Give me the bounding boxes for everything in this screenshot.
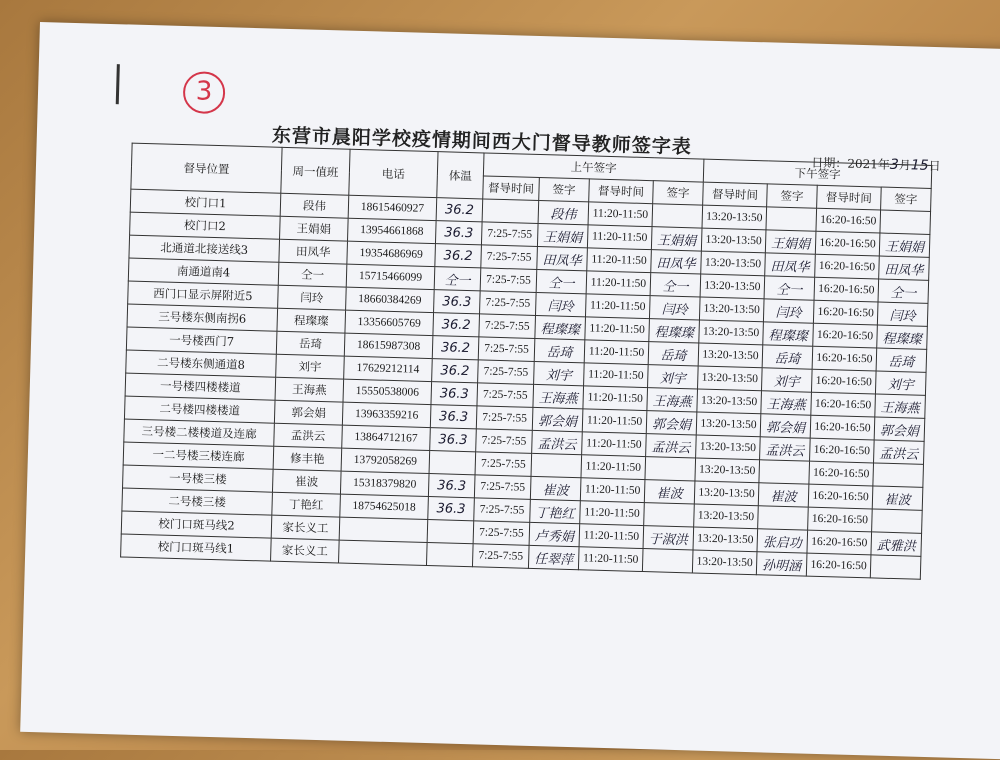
pm-signature-1-cell: 孟洪云: [760, 437, 811, 461]
pm-time-2-cell: 16:20-16:50: [813, 300, 878, 325]
temperature-cell: 仝一: [434, 267, 481, 291]
pm-signature-2-cell: [870, 555, 921, 579]
header-am-sig-1: 签字: [539, 178, 590, 202]
am-time-1-cell: [482, 199, 539, 224]
am-time-1-cell: 7:25-7:55: [478, 360, 535, 385]
duty-name-cell: 程璨璨: [277, 308, 346, 333]
am-time-1-cell: 7:25-7:55: [479, 314, 536, 339]
pm-signature-1-cell: 刘宇: [761, 368, 812, 392]
am-signature-1-cell: 崔波: [530, 476, 581, 500]
pm-time-2-cell: 16:20-16:50: [808, 507, 873, 532]
am-signature-1-cell: 段伟: [538, 200, 589, 224]
am-time-2-cell: 11:20-11:50: [580, 478, 645, 503]
am-signature-1-cell: 岳琦: [534, 338, 585, 362]
am-signature-2-cell: 郭会娟: [646, 411, 697, 435]
am-signature-1-cell: 刘宇: [534, 361, 585, 385]
phone-cell: 15715466099: [346, 264, 435, 289]
am-signature-2-cell: 刘宇: [648, 365, 699, 389]
pm-signature-1-cell: 孙明涵: [756, 552, 807, 576]
pm-time-1-cell: 13:20-13:50: [694, 504, 759, 529]
pm-signature-1-cell: 田凤华: [765, 253, 816, 277]
pm-signature-2-cell: 王娟娟: [879, 233, 930, 257]
temperature-cell: 36.3: [428, 474, 475, 498]
duty-name-cell: 郭会娟: [274, 400, 343, 425]
am-signature-1-cell: 郭会娟: [532, 407, 583, 431]
position-cell: 南通道南4: [128, 258, 279, 285]
am-time-2-cell: 11:20-11:50: [578, 547, 643, 572]
am-signature-2-cell: [644, 503, 695, 527]
pm-time-1-cell: 13:20-13:50: [701, 251, 766, 276]
phone-cell: 13864712167: [342, 425, 431, 450]
header-am-time-2: 督导时间: [589, 179, 654, 204]
pm-time-2-cell: 16:20-16:50: [808, 484, 873, 509]
duty-name-cell: 修丰艳: [273, 446, 342, 471]
am-signature-2-cell: 王海燕: [647, 388, 698, 412]
duty-name-cell: 田凤华: [279, 239, 348, 264]
temperature-cell: [427, 520, 474, 544]
am-signature-2-cell: 崔波: [644, 480, 695, 504]
am-time-2-cell: 11:20-11:50: [585, 294, 650, 319]
phone-cell: 17629212114: [344, 356, 433, 381]
pm-signature-1-cell: 仝一: [764, 276, 815, 300]
duty-name-cell: 段伟: [280, 193, 349, 218]
temperature-cell: 36.2: [432, 336, 479, 360]
am-time-2-cell: 11:20-11:50: [582, 432, 647, 457]
duty-name-cell: 闫玲: [278, 285, 347, 310]
am-signature-1-cell: 程璨璨: [535, 315, 586, 339]
phone-cell: 18754625018: [340, 494, 429, 519]
pm-time-1-cell: 13:20-13:50: [698, 366, 763, 391]
am-time-1-cell: 7:25-7:55: [476, 429, 533, 454]
phone-cell: 19354686969: [347, 241, 436, 266]
pm-signature-1-cell: 王娟娟: [765, 230, 816, 254]
temperature-cell: 36.3: [428, 497, 475, 521]
pm-time-1-cell: 13:20-13:50: [700, 274, 765, 299]
pm-signature-2-cell: 刘宇: [875, 371, 926, 395]
pm-time-2-cell: 16:20-16:50: [810, 415, 875, 440]
am-time-2-cell: 11:20-11:50: [587, 225, 652, 250]
position-cell: 二号楼东侧通道8: [126, 350, 277, 377]
am-time-1-cell: 7:25-7:55: [481, 245, 538, 270]
temperature-cell: 36.3: [434, 290, 481, 314]
am-signature-2-cell: 程璨璨: [649, 319, 700, 343]
pm-signature-1-cell: 程璨璨: [763, 322, 814, 346]
pm-signature-1-cell: 郭会娟: [760, 414, 811, 438]
pm-time-1-cell: 13:20-13:50: [699, 320, 764, 345]
pm-time-2-cell: 16:20-16:50: [813, 323, 878, 348]
duty-name-cell: 家长义工: [271, 515, 340, 540]
temperature-cell: 36.2: [436, 198, 483, 222]
phone-cell: 13792058269: [341, 448, 430, 473]
header-phone: 电话: [349, 149, 438, 197]
position-cell: 校门口斑马线1: [121, 534, 272, 561]
pm-time-1-cell: 13:20-13:50: [697, 389, 762, 414]
am-time-1-cell: 7:25-7:55: [480, 291, 537, 316]
phone-cell: [339, 540, 428, 565]
phone-cell: [339, 517, 428, 542]
am-time-1-cell: 7:25-7:55: [478, 337, 535, 362]
pm-time-1-cell: 13:20-13:50: [695, 458, 760, 483]
pm-time-1-cell: 13:20-13:50: [696, 435, 761, 460]
sign-in-table: [120, 143, 932, 580]
duty-name-cell: 刘宇: [276, 354, 345, 379]
position-cell: 一号楼三楼: [123, 465, 274, 492]
pm-signature-1-cell: [758, 506, 809, 530]
am-signature-2-cell: [652, 204, 703, 228]
pm-time-2-cell: 16:20-16:50: [809, 461, 874, 486]
position-cell: 一号楼四楼楼道: [125, 373, 276, 400]
date-label: 日期：2021年: [811, 155, 891, 172]
temperature-cell: 36.3: [431, 382, 478, 406]
am-signature-1-cell: 闫玲: [535, 292, 586, 316]
temperature-cell: 36.3: [430, 428, 477, 452]
duty-name-cell: 家长义工: [271, 538, 340, 563]
pm-signature-1-cell: 闫玲: [763, 299, 814, 323]
pm-time-2-cell: 16:20-16:50: [811, 369, 876, 394]
table-body: [121, 189, 931, 579]
pm-signature-2-cell: 闫玲: [877, 302, 928, 326]
pm-time-1-cell: 13:20-13:50: [696, 412, 761, 437]
am-time-1-cell: 7:25-7:55: [481, 222, 538, 247]
temperature-cell: 36.2: [433, 313, 480, 337]
header-afternoon-sign: 下午签字: [703, 159, 932, 188]
am-signature-2-cell: [645, 457, 696, 481]
pm-time-1-cell: 13:20-13:50: [693, 527, 758, 552]
am-signature-1-cell: 仝一: [536, 269, 587, 293]
temperature-cell: 36.2: [432, 359, 479, 383]
am-signature-1-cell: 卢秀娟: [529, 522, 580, 546]
pm-signature-2-cell: [872, 509, 923, 533]
header-position: 督导位置: [131, 143, 282, 193]
pm-time-2-cell: 16:20-16:50: [807, 530, 872, 555]
am-time-1-cell: 7:25-7:55: [472, 544, 529, 569]
temperature-cell: 36.3: [435, 221, 482, 245]
duty-name-cell: 崔波: [272, 469, 341, 494]
am-time-1-cell: 7:25-7:55: [474, 475, 531, 500]
am-signature-2-cell: 岳琦: [648, 342, 699, 366]
pm-time-2-cell: 16:20-16:50: [810, 438, 875, 463]
pm-signature-1-cell: 张启功: [757, 529, 808, 553]
pm-time-2-cell: 16:20-16:50: [806, 553, 871, 578]
date-day-suffix: 日: [928, 158, 941, 174]
pm-signature-2-cell: 岳琦: [876, 348, 927, 372]
pm-signature-2-cell: 仝一: [878, 279, 929, 303]
pm-signature-2-cell: [873, 463, 924, 487]
am-signature-1-cell: 任翠萍: [528, 545, 579, 569]
header-pm-sig-2: 签字: [881, 187, 932, 211]
pm-signature-2-cell: 崔波: [872, 486, 923, 510]
am-signature-2-cell: 孟洪云: [646, 434, 697, 458]
duty-name-cell: 丁艳红: [272, 492, 341, 517]
pm-signature-1-cell: 王海燕: [761, 391, 812, 415]
date-month-suffix: 月: [898, 158, 912, 173]
pm-time-2-cell: 16:20-16:50: [814, 277, 879, 302]
am-signature-2-cell: [642, 549, 693, 573]
am-time-1-cell: 7:25-7:55: [477, 383, 534, 408]
am-signature-1-cell: 丁艳红: [530, 499, 581, 523]
duty-name-cell: 王海燕: [275, 377, 344, 402]
pm-time-2-cell: 16:20-16:50: [815, 231, 880, 256]
temperature-cell: 36.2: [435, 244, 482, 268]
pm-signature-1-cell: 崔波: [758, 483, 809, 507]
am-time-2-cell: 11:20-11:50: [586, 271, 651, 296]
document-title: 东营市晨阳学校疫情期间西大门督导教师签字表: [271, 124, 693, 159]
phone-cell: 15318379820: [340, 471, 429, 496]
am-signature-1-cell: [531, 453, 582, 477]
binder-clip-mark: [116, 64, 120, 104]
am-time-1-cell: 7:25-7:55: [480, 268, 537, 293]
position-cell: 西门口显示屏附近5: [128, 281, 279, 308]
am-time-2-cell: 11:20-11:50: [585, 317, 650, 342]
pm-signature-1-cell: 岳琦: [762, 345, 813, 369]
pm-signature-2-cell: [880, 210, 931, 234]
header-pm-time-2: 督导时间: [817, 185, 882, 210]
header-am-sig-2: 签字: [653, 181, 704, 205]
paper-sheet: [20, 22, 1000, 760]
duty-name-cell: 仝一: [278, 262, 347, 287]
position-cell: 二号楼三楼: [122, 488, 273, 515]
header-morning-sign: 上午签字: [483, 153, 704, 182]
pm-time-1-cell: 13:20-13:50: [694, 481, 759, 506]
pm-signature-2-cell: 程璨璨: [877, 325, 928, 349]
am-time-1-cell: 7:25-7:55: [476, 406, 533, 431]
pm-time-1-cell: 13:20-13:50: [699, 297, 764, 322]
header-pm-sig-1: 签字: [767, 184, 818, 208]
am-signature-2-cell: 于淑洪: [643, 526, 694, 550]
pm-signature-2-cell: 孟洪云: [874, 440, 925, 464]
pm-signature-1-cell: [766, 207, 817, 231]
am-time-2-cell: 11:20-11:50: [581, 455, 646, 480]
header-temperature: 体温: [437, 152, 484, 199]
am-time-1-cell: 7:25-7:55: [474, 498, 531, 523]
position-cell: 一二号楼三楼连廊: [123, 442, 274, 469]
am-signature-1-cell: 王海燕: [533, 384, 584, 408]
position-cell: 三号楼东侧南拐6: [127, 304, 278, 331]
pm-time-1-cell: 13:20-13:50: [698, 343, 763, 368]
phone-cell: 18615460927: [348, 195, 437, 220]
position-cell: 校门口1: [130, 189, 281, 216]
am-time-2-cell: 11:20-11:50: [587, 248, 652, 273]
circled-page-number: 3: [183, 71, 226, 114]
am-signature-1-cell: 孟洪云: [532, 430, 583, 454]
pm-signature-2-cell: 郭会娟: [874, 417, 925, 441]
position-cell: 北通道北接送线3: [129, 235, 280, 262]
pm-signature-2-cell: 田凤华: [879, 256, 930, 280]
am-time-2-cell: 11:20-11:50: [580, 501, 645, 526]
am-time-1-cell: 7:25-7:55: [475, 452, 532, 477]
position-cell: 二号楼四楼楼道: [124, 396, 275, 423]
am-signature-1-cell: 王娟娟: [537, 223, 588, 247]
pm-signature-2-cell: 王海燕: [875, 394, 926, 418]
pm-signature-1-cell: [759, 460, 810, 484]
duty-name-cell: 王娟娟: [280, 216, 349, 241]
pm-time-1-cell: 13:20-13:50: [702, 205, 767, 230]
am-time-2-cell: 11:20-11:50: [582, 409, 647, 434]
phone-cell: 13356605769: [345, 310, 434, 335]
am-time-2-cell: 11:20-11:50: [584, 340, 649, 365]
phone-cell: 13963359216: [342, 402, 431, 427]
position-cell: 校门口斑马线2: [121, 511, 272, 538]
date-month: 3: [889, 156, 900, 174]
am-signature-2-cell: 仝一: [650, 273, 701, 297]
header-am-time-1: 督导时间: [483, 176, 540, 201]
temperature-cell: [426, 543, 473, 567]
pm-signature-2-cell: 武雅洪: [871, 532, 922, 556]
pm-time-1-cell: 13:20-13:50: [701, 228, 766, 253]
phone-cell: 15550538006: [343, 379, 432, 404]
phone-cell: 18660384269: [346, 287, 435, 312]
pm-time-2-cell: 16:20-16:50: [815, 254, 880, 279]
am-signature-2-cell: 王娟娟: [651, 227, 702, 251]
am-time-2-cell: 11:20-11:50: [588, 202, 653, 227]
phone-cell: 18615987308: [344, 333, 433, 358]
position-cell: 校门口2: [130, 212, 281, 239]
am-signature-2-cell: 田凤华: [651, 250, 702, 274]
duty-name-cell: 岳琦: [276, 331, 345, 356]
am-signature-2-cell: 闫玲: [649, 296, 700, 320]
am-signature-1-cell: 田凤华: [537, 246, 588, 270]
temperature-cell: [429, 451, 476, 475]
am-time-1-cell: 7:25-7:55: [473, 521, 530, 546]
pm-time-1-cell: 13:20-13:50: [692, 550, 757, 575]
am-time-2-cell: 11:20-11:50: [579, 524, 644, 549]
pm-time-2-cell: 16:20-16:50: [811, 392, 876, 417]
position-cell: 三号楼二楼楼道及连廊: [124, 419, 275, 446]
header-monday-duty: 周一值班: [281, 147, 350, 195]
date-day: 15: [910, 157, 929, 174]
header-pm-time-1: 督导时间: [703, 182, 768, 207]
am-time-2-cell: 11:20-11:50: [584, 363, 649, 388]
pm-time-2-cell: 16:20-16:50: [812, 346, 877, 371]
am-time-2-cell: 11:20-11:50: [583, 386, 648, 411]
phone-cell: 13954661868: [348, 218, 437, 243]
temperature-cell: 36.3: [430, 405, 477, 429]
pm-time-2-cell: 16:20-16:50: [816, 208, 881, 233]
position-cell: 一号楼西门7: [126, 327, 277, 354]
duty-name-cell: 孟洪云: [274, 423, 343, 448]
